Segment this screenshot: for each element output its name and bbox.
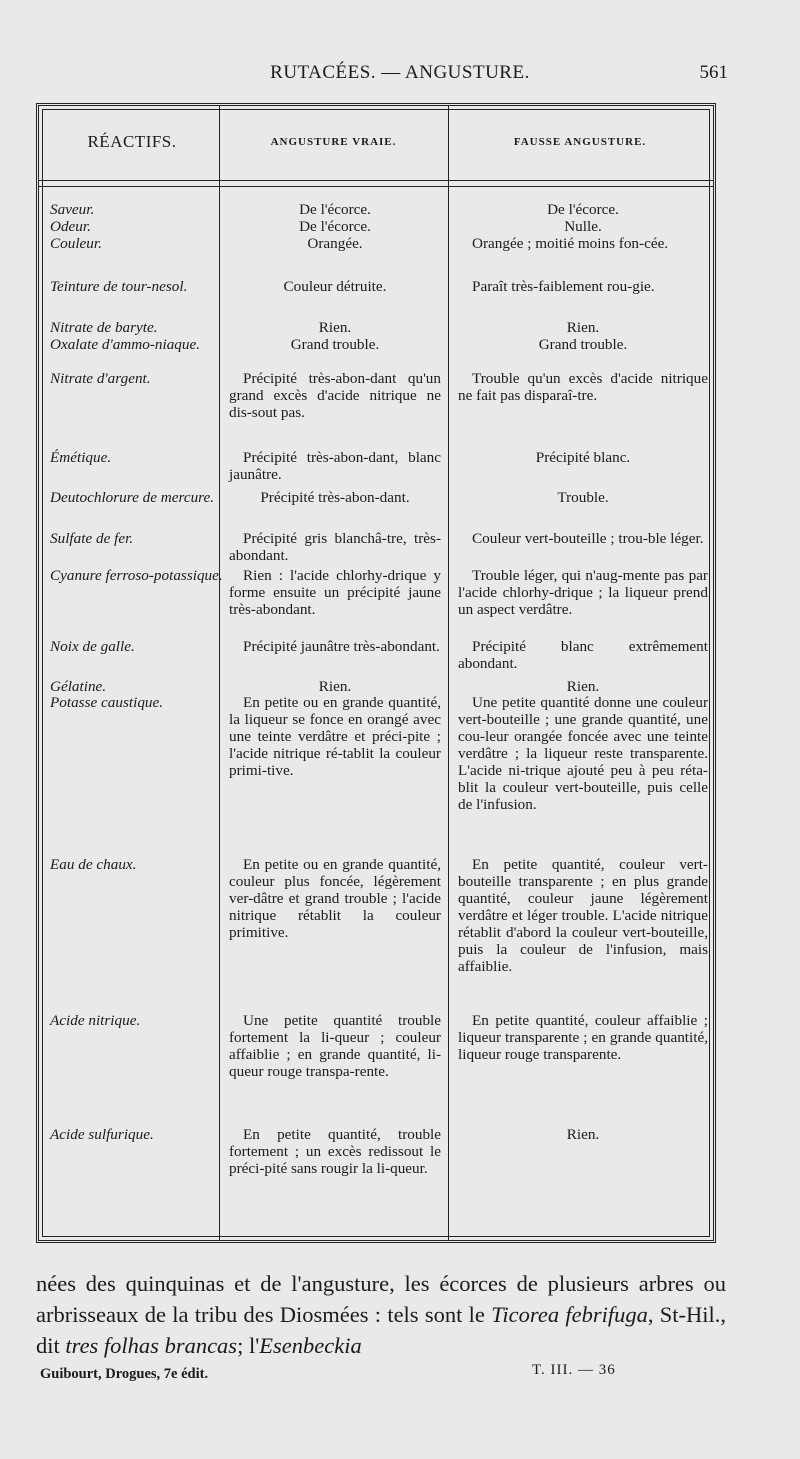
header-fausse-angusture: FAUSSE ANGUSTURE. <box>513 136 647 148</box>
header-rule <box>39 180 713 181</box>
running-head <box>0 60 800 88</box>
vernacular-name: tres folhas brancas <box>65 1333 238 1358</box>
angusture-vraie-cell: En petite ou en grande quantité, couleur plus foncée, légèrement ver-dâtre et grand trouble ; l'acide nitrique rétablit la couleur primitive. <box>229 856 441 941</box>
reactif-cell: Émétique. <box>50 449 112 466</box>
fausse-angusture-cell: Précipité blanc. <box>535 449 631 466</box>
fausse-angusture-cell: Grand trouble. <box>538 336 628 353</box>
fausse-angusture-cell: Trouble. <box>557 489 609 506</box>
fausse-angusture-cell: Rien. <box>566 1126 600 1143</box>
body-text-fragment: , St-Hil., dit <box>36 1302 727 1358</box>
reactif-cell: Odeur. <box>50 218 91 235</box>
header-rule <box>39 186 713 187</box>
angusture-vraie-cell: En petite ou en grande quantité, la liqueur se fonce en orangé avec une teinte verdâtre et préci-pite ; l'acide nitrique ré-tablit la couleur primi-tive. <box>229 694 441 779</box>
reactif-cell: Deutochlorure de mercure. <box>50 489 215 506</box>
fausse-angusture-cell: Une petite quantité donne une couleur vert-bouteille ; une grande quantité, une cou-leur orangée foncée avec une teinte verdâtre ; la liqueur reste transparente. L'acide ni-trique ajouté peu à peu réta-blit la couleur vert-bouteille, puis celle de l'infusion. <box>458 694 708 813</box>
reactif-cell: Acide nitrique. <box>50 1012 141 1029</box>
angusture-vraie-cell: Couleur détruite. <box>283 278 387 295</box>
fausse-angusture-cell: Trouble léger, qui n'aug-mente pas par l'acide chlorhy-drique ; la liqueur prend un aspect verdâtre. <box>458 567 708 618</box>
reactif-cell: Cyanure ferroso-potassique. <box>50 567 223 584</box>
volume-signature: T. III. — 36 <box>532 1362 616 1378</box>
fausse-angusture-cell: Paraît très-faiblement rou-gie. <box>472 278 655 295</box>
fausse-angusture-cell: Précipité blanc extrêmement abondant. <box>458 638 708 672</box>
reactif-cell: Potasse caustique. <box>50 694 164 711</box>
header-reactifs: RÉACTIFS. <box>87 132 177 151</box>
angusture-vraie-cell: Orangée. <box>307 235 363 252</box>
fausse-angusture-cell: En petite quantité, couleur vert-bouteille transparente ; en plus grande quantité, couleur jaune légèrement verdâtre et léger trouble. L'acide nitrique rétablit d'abord la couleur vert-bouteille, puis la couleur de l'infusion, mais affaiblie. <box>458 856 708 975</box>
reactif-cell: Couleur. <box>50 235 102 252</box>
fausse-angusture-cell: De l'écorce. <box>547 201 619 218</box>
reactif-cell: Saveur. <box>50 201 95 218</box>
reactif-cell: Nitrate de baryte. <box>50 319 158 336</box>
reactif-cell: Gélatine. <box>50 678 107 695</box>
reactif-cell: Sulfate de fer. <box>50 530 134 547</box>
fausse-angusture-cell: En petite quantité, couleur affaiblie ; liqueur transparente ; en grande quantité, liqueur rouge transparente. <box>458 1012 708 1063</box>
running-head-title: RUTACÉES. — ANGUSTURE. <box>270 62 530 83</box>
angusture-vraie-cell: Rien : l'acide chlorhy-drique y forme ensuite un précipité jaune très-abondant. <box>229 567 441 618</box>
header-angusture-vraie: ANGUSTURE VRAIE. <box>270 136 397 148</box>
page-number: 561 <box>699 62 728 83</box>
reactif-cell: Acide sulfurique. <box>50 1126 154 1143</box>
column-divider <box>219 106 220 1240</box>
fausse-angusture-cell: Nulle. <box>564 218 602 235</box>
angusture-vraie-cell: Rien. <box>318 678 352 695</box>
species-name: Ticorea febrifuga <box>491 1302 648 1327</box>
angusture-vraie-cell: De l'écorce. <box>299 201 371 218</box>
fausse-angusture-cell: Rien. <box>566 319 600 336</box>
body-text-fragment: ; l' <box>237 1333 260 1358</box>
reactif-cell: Nitrate d'argent. <box>50 370 151 387</box>
signature-line: Guibourt, Drogues, 7e édit. <box>40 1366 209 1382</box>
genus-name: Esenbeckia <box>259 1333 362 1358</box>
angusture-vraie-cell: Grand trouble. <box>290 336 380 353</box>
angusture-vraie-cell: Précipité jaunâtre très-abondant. <box>243 638 440 655</box>
fausse-angusture-cell: Trouble qu'un excès d'acide nitrique ne fait pas disparaî-tre. <box>458 370 708 404</box>
body-text <box>36 1268 726 1361</box>
angusture-vraie-cell: Une petite quantité trouble fortement la li-queur ; couleur affaiblie ; en grande quantité, li-queur rouge transpa-rente. <box>229 1012 441 1080</box>
angusture-vraie-cell: Précipité très-abon-dant. <box>260 489 410 506</box>
reactif-cell: Oxalate d'ammo-niaque. <box>50 336 201 353</box>
fausse-angusture-cell: Couleur vert-bouteille ; trou-ble léger. <box>472 530 704 547</box>
reactif-cell: Eau de chaux. <box>50 856 137 873</box>
body-text-line: nées des quinquinas et de l'angusture, les écorces de plusieurs arbres ou arbrisseaux de la tribu des Diosmées : tels sont le <box>36 1271 726 1327</box>
reactif-cell: Noix de galle. <box>50 638 135 655</box>
angusture-vraie-cell: De l'écorce. <box>299 218 371 235</box>
fausse-angusture-cell: Rien. <box>566 678 600 695</box>
angusture-vraie-cell: Rien. <box>318 319 352 336</box>
angusture-vraie-cell: Précipité gris blanchâ-tre, très-abondant. <box>229 530 441 564</box>
angusture-vraie-cell: En petite quantité, trouble fortement ; un excès redissout le préci-pité sans rougir la li-queur. <box>229 1126 441 1177</box>
reactif-cell: Teinture de tour-nesol. <box>50 278 188 295</box>
fausse-angusture-cell: Orangée ; moitié moins fon-cée. <box>472 235 669 252</box>
column-divider <box>448 106 449 1240</box>
reagents-table <box>36 103 716 1243</box>
angusture-vraie-cell: Précipité très-abon-dant qu'un grand excès d'acide nitrique ne dis-sout pas. <box>229 370 441 421</box>
angusture-vraie-cell: Précipité très-abon-dant, blanc jaunâtre. <box>229 449 441 483</box>
